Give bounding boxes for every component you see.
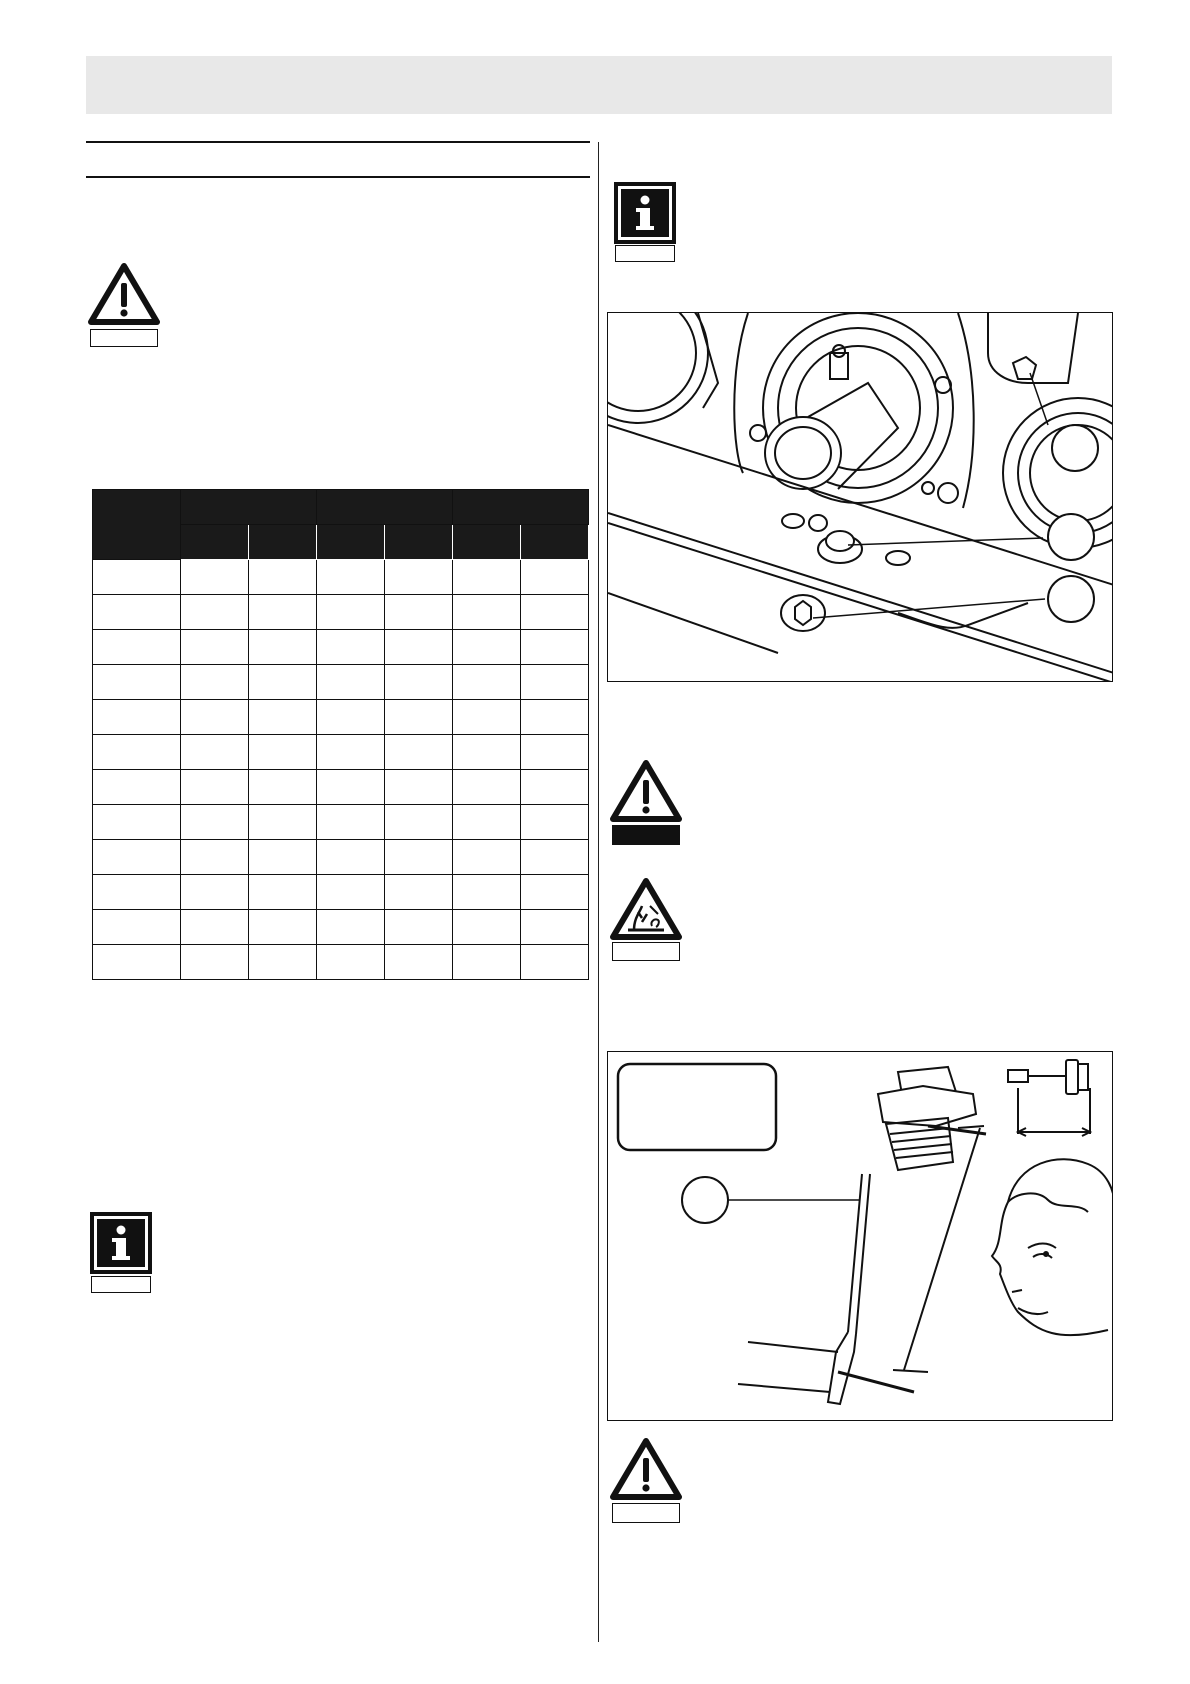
table-cell	[249, 875, 317, 910]
table-cell	[385, 735, 453, 770]
table-cell	[249, 910, 317, 945]
table-cell	[181, 805, 249, 840]
table-row-label	[93, 840, 181, 875]
table-cell	[181, 840, 249, 875]
table-sub-header	[317, 525, 385, 560]
table-cell	[453, 665, 521, 700]
warning-sign	[88, 263, 160, 347]
callout-circle	[682, 1177, 728, 1223]
table-cell	[521, 630, 589, 665]
table-cell	[249, 945, 317, 980]
table-group-header	[453, 490, 589, 525]
table-cell	[453, 840, 521, 875]
callout-circle	[1048, 514, 1094, 560]
table-row-label	[93, 910, 181, 945]
table-cell	[249, 630, 317, 665]
table-cell	[317, 595, 385, 630]
table-cell	[317, 840, 385, 875]
table-row-label	[93, 560, 181, 595]
table-cell	[181, 735, 249, 770]
info-sign	[90, 1212, 152, 1293]
callout-circle	[1052, 425, 1098, 471]
table-row	[93, 560, 589, 595]
table-cell	[317, 630, 385, 665]
table-cell	[317, 735, 385, 770]
table-group-header	[181, 490, 317, 525]
table-row	[93, 805, 589, 840]
table-cell	[521, 700, 589, 735]
table-cell	[453, 910, 521, 945]
table-cell	[385, 840, 453, 875]
table-row	[93, 875, 589, 910]
table-cell	[385, 805, 453, 840]
table-row-label	[93, 630, 181, 665]
info-sign-tag	[615, 245, 675, 262]
table-cell	[385, 700, 453, 735]
table-cell	[385, 665, 453, 700]
table-cell	[249, 770, 317, 805]
table-sub-header	[385, 525, 453, 560]
table-cell	[453, 770, 521, 805]
table-cell	[181, 910, 249, 945]
info-sign-right	[614, 182, 676, 262]
warning-triangle-icon	[610, 760, 682, 822]
spec-table-body	[93, 560, 589, 980]
table-cell	[521, 840, 589, 875]
table-cell	[385, 630, 453, 665]
table-row-label	[93, 805, 181, 840]
table-row-label	[93, 875, 181, 910]
table-cell	[317, 560, 385, 595]
warning-triangle-icon	[610, 1438, 682, 1500]
table-cell	[453, 945, 521, 980]
table-cell	[521, 560, 589, 595]
table-cell	[453, 735, 521, 770]
table-cell	[385, 875, 453, 910]
table-cell	[521, 805, 589, 840]
danger-sign-tag	[612, 825, 680, 845]
table-row-label	[93, 595, 181, 630]
figure-drain-plug	[607, 312, 1113, 682]
table-cell	[317, 665, 385, 700]
table-cell	[317, 700, 385, 735]
table-cell	[521, 595, 589, 630]
warning-sign-bottom	[610, 1438, 682, 1523]
table-cell	[453, 805, 521, 840]
environment-hazard-icon	[610, 878, 682, 940]
dipstick-illustration	[608, 1052, 1113, 1421]
table-corner-header	[93, 490, 181, 560]
table-cell	[385, 595, 453, 630]
table-cell	[181, 630, 249, 665]
table-cell	[453, 595, 521, 630]
table-row	[93, 770, 589, 805]
warning-triangle-icon	[88, 263, 160, 325]
table-cell	[317, 875, 385, 910]
table-cell	[521, 945, 589, 980]
table-row	[93, 945, 589, 980]
table-cell	[521, 770, 589, 805]
table-cell	[249, 735, 317, 770]
column-divider	[598, 142, 599, 1642]
table-cell	[453, 875, 521, 910]
table-cell	[249, 560, 317, 595]
table-row-label	[93, 665, 181, 700]
drain-plug-illustration	[608, 313, 1113, 682]
table-cell	[249, 840, 317, 875]
table-sub-header	[249, 525, 317, 560]
page-header-band	[86, 56, 1112, 114]
label-box	[618, 1064, 776, 1150]
table-sub-header	[453, 525, 521, 560]
section-bottom-rule	[86, 176, 590, 178]
info-sign-tag	[91, 1276, 151, 1293]
section-top-rule	[86, 141, 590, 143]
table-row	[93, 910, 589, 945]
table-cell	[317, 805, 385, 840]
table-cell	[385, 770, 453, 805]
table-cell	[317, 910, 385, 945]
table-group-header	[317, 490, 453, 525]
table-row	[93, 665, 589, 700]
table-cell	[181, 770, 249, 805]
table-cell	[181, 560, 249, 595]
table-cell	[249, 665, 317, 700]
table-cell	[181, 665, 249, 700]
table-cell	[453, 700, 521, 735]
warning-sign-tag	[612, 1503, 680, 1523]
table-cell	[453, 630, 521, 665]
table-cell	[385, 910, 453, 945]
table-cell	[385, 560, 453, 595]
table-row	[93, 595, 589, 630]
info-icon	[614, 182, 676, 244]
table-row	[93, 700, 589, 735]
table-cell	[249, 805, 317, 840]
danger-sign	[610, 760, 682, 845]
callout-circle	[1048, 576, 1094, 622]
environment-sign-tag	[612, 942, 680, 961]
table-cell	[181, 875, 249, 910]
table-row	[93, 840, 589, 875]
table-cell	[249, 700, 317, 735]
table-row-label	[93, 700, 181, 735]
table-cell	[521, 665, 589, 700]
figure-dipstick	[607, 1051, 1113, 1421]
spec-table	[92, 489, 589, 980]
table-cell	[521, 910, 589, 945]
environment-sign	[610, 878, 682, 961]
info-icon	[90, 1212, 152, 1274]
table-cell	[249, 595, 317, 630]
table-cell	[181, 700, 249, 735]
table-cell	[521, 875, 589, 910]
table-row-label	[93, 770, 181, 805]
table-cell	[317, 770, 385, 805]
table-cell	[181, 945, 249, 980]
warning-sign-tag	[90, 329, 158, 347]
table-row	[93, 630, 589, 665]
table-cell	[521, 735, 589, 770]
table-sub-header	[181, 525, 249, 560]
table-cell	[385, 945, 453, 980]
table-row	[93, 735, 589, 770]
table-row-label	[93, 945, 181, 980]
table-cell	[453, 560, 521, 595]
table-cell	[317, 945, 385, 980]
table-sub-header	[521, 525, 589, 560]
table-row-label	[93, 735, 181, 770]
table-cell	[181, 595, 249, 630]
